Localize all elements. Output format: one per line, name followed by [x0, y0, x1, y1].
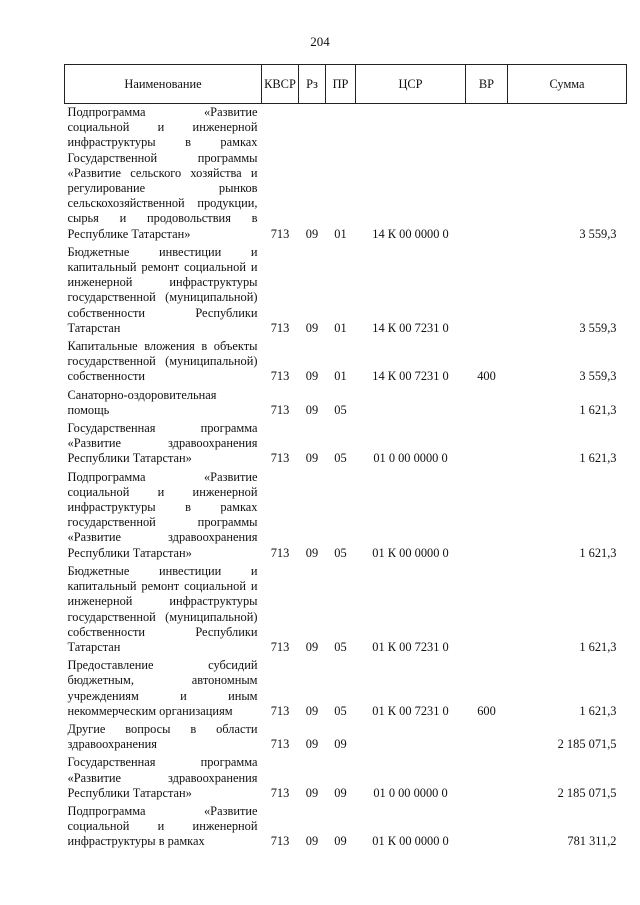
- row-csr: 01 К 00 7231 0: [372, 639, 449, 654]
- row-sum: 1 621,3: [579, 451, 617, 466]
- row-csr: 01 К 00 0000 0: [372, 545, 449, 560]
- row-sum: 1 621,3: [579, 545, 617, 560]
- row-pr: 05: [334, 451, 347, 466]
- row-sum: 781 311,2: [567, 834, 617, 849]
- row-pr: 09: [334, 737, 347, 752]
- header-vr: ВР: [466, 65, 508, 104]
- row-name: Другие вопросы в области здравоохранения: [67, 721, 258, 752]
- budget-table: [64, 64, 627, 852]
- header-csr: ЦСР: [356, 65, 466, 104]
- row-kvsr: 713: [270, 834, 290, 849]
- row-sum: 1 621,3: [579, 703, 617, 718]
- row-csr: 01 0 00 0000 0: [373, 451, 448, 466]
- row-name: Государственная программа «Развитие здравоохранения Республики Татарстан»: [67, 421, 258, 466]
- header-pr: ПР: [326, 65, 356, 104]
- table-row: [65, 420, 627, 469]
- header-name: Наименование: [65, 65, 262, 104]
- row-sum: 3 559,3: [579, 369, 617, 384]
- row-kvsr: 713: [270, 451, 290, 466]
- row-name: Подпрограмма «Развитие социальной и инженерной инфраструктуры в рамках Государственной программы «Развитие сельского хозяйства и регулирование рынков сельскохозяйственной продукции, сырья и продовольствия в Республике Татарстан»: [67, 105, 258, 241]
- table-row: [65, 657, 627, 721]
- table-row: [65, 104, 627, 244]
- row-rz: 09: [305, 639, 319, 654]
- row-vr: 600: [477, 703, 496, 718]
- row-rz: 09: [305, 703, 319, 718]
- row-sum: 1 621,3: [579, 402, 617, 417]
- row-name: Бюджетные инвестиции и капитальный ремонт социальной и инженерной инфраструктуры государственной (муниципальной) собственности Республики Татарстан: [67, 244, 258, 335]
- row-name: Подпрограмма «Развитие социальной и инженерной инфраструктуры в рамках: [67, 803, 258, 849]
- row-kvsr: 713: [270, 545, 290, 560]
- row-kvsr: 713: [270, 703, 290, 718]
- row-sum: 3 559,3: [579, 226, 617, 241]
- row-pr: 09: [334, 834, 347, 849]
- row-rz: 09: [305, 402, 319, 417]
- row-sum: 2 185 071,5: [557, 785, 617, 800]
- row-pr: 01: [334, 369, 347, 384]
- row-name: Бюджетные инвестиции и капитальный ремонт социальной и инженерной инфраструктуры государственной (муниципальной) собственности Республики Татарстан: [67, 563, 258, 654]
- row-name: Подпрограмма «Развитие социальной и инженерной инфраструктуры в рамках государственной программы «Развитие здравоохранения Республики Татарстан»: [67, 469, 258, 560]
- row-rz: 09: [305, 834, 319, 849]
- row-rz: 09: [305, 226, 319, 241]
- row-vr: [466, 721, 508, 754]
- table-row: [65, 387, 627, 420]
- row-csr: 01 К 00 0000 0: [372, 834, 449, 849]
- table-row: [65, 469, 627, 563]
- row-csr: 14 К 00 7231 0: [372, 320, 449, 335]
- row-kvsr: 713: [270, 320, 290, 335]
- row-kvsr: 713: [270, 639, 290, 654]
- row-vr: [466, 420, 508, 469]
- row-pr: 09: [334, 785, 347, 800]
- table-row: [65, 338, 627, 387]
- row-sum: 2 185 071,5: [557, 737, 617, 752]
- row-rz: 09: [305, 369, 319, 384]
- row-csr: 01 К 00 7231 0: [372, 703, 449, 718]
- row-rz: 09: [305, 320, 319, 335]
- row-pr: 01: [334, 320, 347, 335]
- row-name: Капитальные вложения в объекты государственной (муниципальной) собственности: [67, 339, 258, 384]
- row-rz: 09: [305, 737, 319, 752]
- row-sum: 3 559,3: [579, 320, 617, 335]
- row-pr: 05: [334, 545, 347, 560]
- table-row: [65, 754, 627, 803]
- row-vr: 400: [477, 369, 496, 384]
- row-kvsr: 713: [270, 737, 290, 752]
- row-csr: 14 К 00 7231 0: [372, 369, 449, 384]
- row-csr: [356, 721, 466, 754]
- row-name: Государственная программа «Развитие здравоохранения Республики Татарстан»: [67, 755, 258, 800]
- row-vr: [466, 754, 508, 803]
- row-pr: 05: [334, 402, 347, 417]
- header-kvsr: КВСР: [262, 65, 299, 104]
- row-rz: 09: [305, 545, 319, 560]
- row-vr: [466, 104, 508, 244]
- table-row: [65, 563, 627, 657]
- row-vr: [466, 387, 508, 420]
- table-row: [65, 244, 627, 338]
- row-sum: 1 621,3: [579, 639, 617, 654]
- row-pr: 05: [334, 639, 347, 654]
- row-csr: [356, 387, 466, 420]
- header-rz: Рз: [299, 65, 326, 104]
- row-name: Санаторно-оздоровительная помощь: [67, 387, 217, 417]
- table-row: [65, 803, 627, 852]
- row-name: Предоставление субсидий бюджетным, автономным учреждениям и иным некоммерческим организациям: [67, 658, 258, 718]
- row-kvsr: 713: [270, 226, 290, 241]
- page-number: 204: [310, 34, 330, 49]
- row-kvsr: 713: [270, 369, 290, 384]
- row-csr: 14 К 00 0000 0: [372, 226, 449, 241]
- row-pr: 05: [334, 703, 347, 718]
- table-row: [65, 721, 627, 754]
- row-pr: 01: [334, 226, 347, 241]
- row-rz: 09: [305, 785, 319, 800]
- row-kvsr: 713: [270, 785, 290, 800]
- row-vr: [466, 563, 508, 657]
- table-header-row: [65, 65, 627, 104]
- header-sum: Сумма: [508, 65, 627, 104]
- row-kvsr: 713: [270, 402, 290, 417]
- row-vr: [466, 469, 508, 563]
- row-vr: [466, 244, 508, 338]
- row-rz: 09: [305, 451, 319, 466]
- row-csr: 01 0 00 0000 0: [373, 785, 448, 800]
- row-vr: [466, 803, 508, 852]
